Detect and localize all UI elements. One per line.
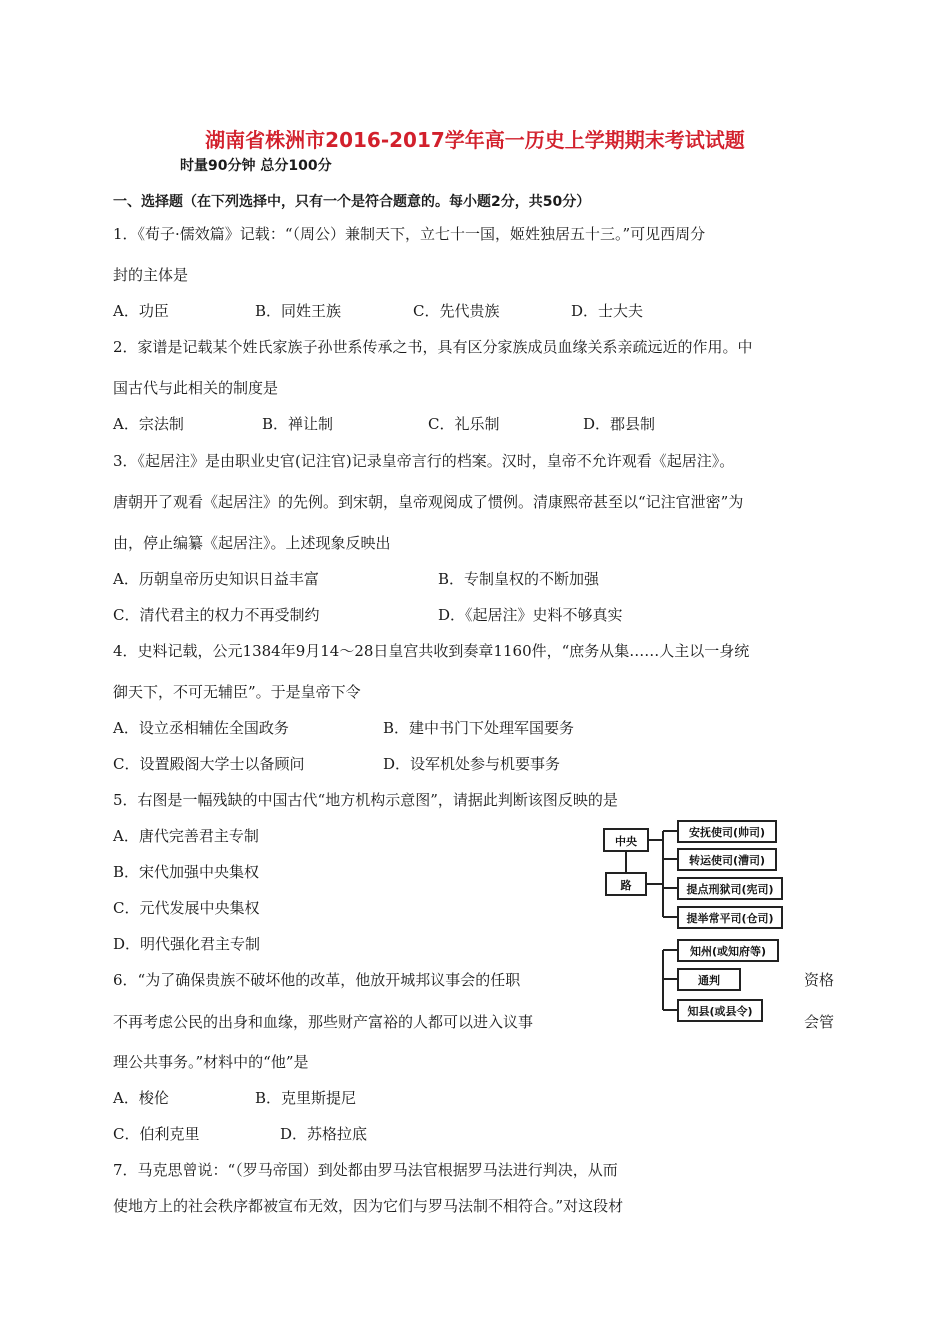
q2-option-b: B．禅让制: [262, 415, 334, 433]
q1-stem-line2: 封的主体是: [113, 266, 189, 284]
q1-option-b: B．同姓王族: [255, 302, 342, 320]
q3-option-c: C．清代君主的权力不再受制约: [113, 606, 320, 624]
q5-option-b: B．宋代加强中央集权: [113, 863, 260, 881]
q1-option-c: C．先代贵族: [413, 302, 500, 320]
q4-option-b: B．建中书门下处理军国要务: [383, 719, 575, 737]
q3-option-b: B．专制皇权的不断加强: [438, 570, 600, 588]
q2-option-a: A．宗法制: [113, 415, 184, 433]
diagram-lu: 路: [620, 879, 632, 892]
q4-option-c: C．设置殿阁大学士以备顾问: [113, 755, 305, 773]
diagram-center: 中央: [615, 835, 637, 848]
q6-stem-line1: 6．“为了确保贵族不破坏他的改革，他放开城邦议事会的任职: [113, 971, 521, 989]
diagram-b3: 提点刑狱司(宪司): [686, 883, 774, 896]
section-heading: 一、选择题（在下列选择中，只有一个是符合题意的。每小题2分，共50分）: [113, 194, 591, 210]
q2-option-c: C．礼乐制: [428, 415, 500, 433]
q6-option-c: C．伯利克里: [113, 1125, 200, 1143]
q4-stem-line2: 御天下，不可无辅臣”。于是皇帝下令: [113, 683, 361, 701]
diagram-c3: 知县(或县令): [687, 1005, 753, 1018]
q1-stem-line1: 1．《荀子·儒效篇》记载：“（周公）兼制天下，立七十一国，姬姓独居五十三。”可见西周分: [113, 225, 706, 243]
q5-stem: 5．右图是一幅残缺的中国古代“地方机构示意图”，请据此判断该图反映的是: [113, 791, 618, 809]
q6-stem-line2: 不再考虑公民的出身和血缘，那些财产富裕的人都可以进入议事: [113, 1013, 534, 1031]
q6-stem-line3: 理公共事务。”材料中的“他”是: [113, 1053, 309, 1071]
q4-option-d: D．设军机处参与机要事务: [383, 755, 561, 773]
q3-stem-line2: 唐朝开了观看《起居注》的先例。到宋朝，皇帝观阅成了惯例。清康熙帝甚至以“记注官泄密”为: [113, 493, 744, 511]
q4-stem-line1: 4．史料记载，公元1384年9月14～28日皇宫共收到奏章1160件，“庶务从集……人主以一身统: [113, 642, 750, 660]
q6-stem-line1-end: 资格: [804, 971, 835, 989]
q7-stem-line1: 7．马克思曾说：“（罗马帝国）到处都由罗马法官根据罗马法进行判决，从而: [113, 1161, 618, 1179]
q5-option-c: C．元代发展中央集权: [113, 899, 260, 917]
page-title: 湖南省株洲市2016-2017学年高一历史上学期期末考试试题: [205, 128, 745, 152]
exam-info: 时量90分钟 总分100分: [180, 158, 332, 174]
diagram-c2: 通判: [698, 974, 720, 987]
q3-option-d: D．《起居注》史料不够真实: [438, 606, 623, 624]
q1-option-d: D．士大夫: [571, 302, 644, 320]
q5-option-d: D．明代强化君主专制: [113, 935, 261, 953]
q6-option-d: D．苏格拉底: [280, 1125, 368, 1143]
q6-option-b: B．克里斯提尼: [255, 1089, 357, 1107]
diagram-c1: 知州(或知府等): [689, 945, 767, 958]
q2-stem-line1: 2．家谱是记载某个姓氏家族子孙世系传承之书，具有区分家族成员血缘关系亲疏远近的作用。中: [113, 338, 753, 356]
diagram-b4: 提举常平司(仓司): [686, 912, 774, 925]
q3-stem-line1: 3．《起居注》是由职业史官(记注官)记录皇帝言行的档案。汉时，皇帝不允许观看《起居注》。: [113, 452, 735, 470]
q6-option-a: A．梭伦: [113, 1089, 169, 1107]
q5-option-a: A．唐代完善君主专制: [113, 827, 259, 845]
q3-stem-line3: 由，停止编纂《起居注》。上述现象反映出: [113, 534, 391, 552]
diagram-b2: 转运使司(漕司): [688, 854, 766, 867]
q2-option-d: D．郡县制: [583, 415, 656, 433]
q6-stem-line2-end: 会管: [804, 1013, 835, 1031]
q3-option-a: A．历朝皇帝历史知识日益丰富: [113, 570, 319, 588]
q1-option-a: A．功臣: [113, 302, 169, 320]
diagram-b1: 安抚使司(帅司): [688, 826, 766, 839]
local-institutions-diagram: [596, 815, 796, 1030]
q4-option-a: A．设立丞相辅佐全国政务: [113, 719, 289, 737]
q2-stem-line2: 国古代与此相关的制度是: [113, 379, 279, 397]
q7-stem-line2: 使地方上的社会秩序都被宣布无效，因为它们与罗马法制不相符合。”对这段材: [113, 1197, 624, 1215]
